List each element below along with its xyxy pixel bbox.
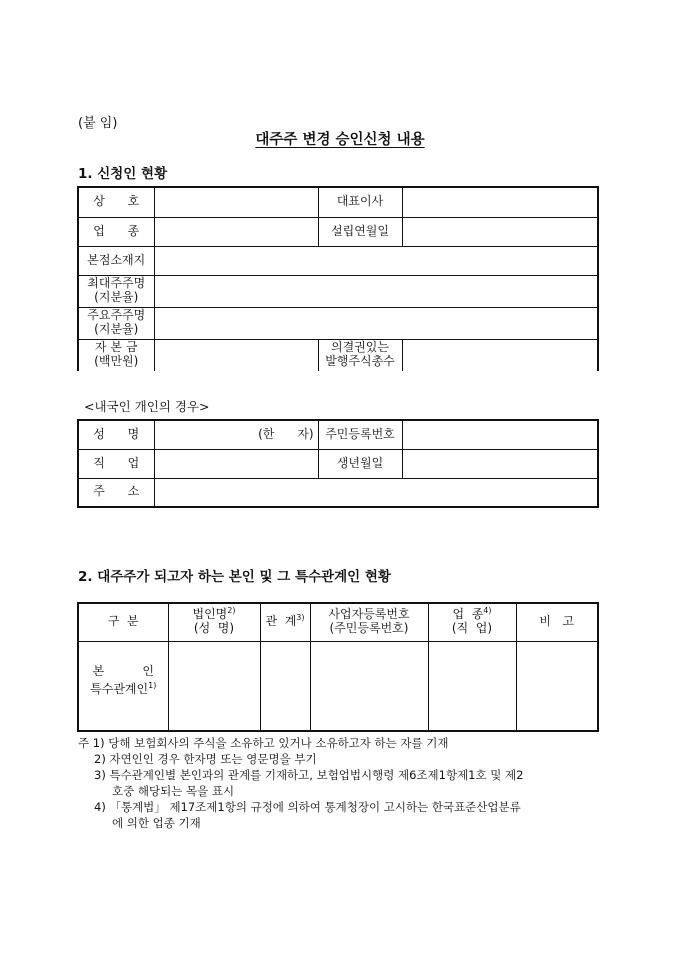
note-2-text: 2) 자연인인 경우 한자명 또는 영문명을 부기 <box>94 752 317 766</box>
value-industry[interactable] <box>428 641 516 731</box>
largest-holder-sub: (지분율) <box>94 290 139 304</box>
voting-shares-text: 의결권있는 <box>331 340 389 355</box>
value-ceo[interactable] <box>402 187 598 217</box>
label-ceo: 대표이사 <box>318 187 402 217</box>
capital-text: 자 본 금 <box>95 340 138 355</box>
relation-sup: 3) <box>296 613 305 623</box>
header-biz-no <box>310 603 428 641</box>
value-address[interactable] <box>154 478 598 507</box>
category-cell <box>78 641 168 731</box>
industry-sup: 4) <box>483 606 492 616</box>
label-address: 주 소 <box>78 478 154 507</box>
note-3-cont <box>78 783 608 799</box>
industry-sub: (직 업) <box>451 621 493 636</box>
capital-sub: (백만원) <box>94 354 139 369</box>
value-hq[interactable] <box>154 246 598 275</box>
note-4-cont-text: 에 의한 업종 기재 <box>112 816 201 830</box>
hanja-label: (한 자) <box>258 426 314 441</box>
individual-table <box>77 419 599 508</box>
section2-heading: 2. 대주주가 되고자 하는 본인 및 그 특수관계인 현황 <box>78 569 391 585</box>
value-capital[interactable] <box>154 339 318 371</box>
largest-holder-text: 최대주주명 <box>87 276 146 291</box>
label-resident-no: 주민등록번호 <box>318 420 402 449</box>
value-name[interactable] <box>154 420 318 449</box>
header-remarks: 비 고 <box>516 603 598 641</box>
label-birth: 생년월일 <box>318 449 402 478</box>
value-remarks[interactable] <box>516 641 598 731</box>
individual-heading: <내국인 개인의 경우> <box>84 399 210 414</box>
voting-shares-sub: 발행주식총수 <box>325 354 395 369</box>
major-holder-text: 주요주주명 <box>87 308 146 323</box>
related-party-table <box>77 602 599 732</box>
related-label: 특수관계인 <box>90 681 149 696</box>
applicant-table <box>77 186 599 371</box>
value-industry[interactable] <box>154 217 318 246</box>
page-title <box>0 128 680 149</box>
note-4-text: 4) 「통계법」 제17조제1항의 규정에 의하여 통계청장이 고시하는 한국표준산업분류 <box>94 800 521 814</box>
note-4 <box>78 799 608 815</box>
value-founded[interactable] <box>402 217 598 246</box>
value-largest-holder[interactable] <box>154 275 598 307</box>
header-corp-name <box>168 603 260 641</box>
label-founded: 설립연월일 <box>318 217 402 246</box>
industry-text: 업 종 <box>452 607 484 622</box>
value-company-name[interactable] <box>154 187 318 217</box>
biz-no-sub: (주민등록번호) <box>329 621 409 636</box>
related-sup: 1) <box>148 680 157 690</box>
relation-text: 관 계 <box>265 614 297 629</box>
label-company-name: 상 호 <box>78 187 154 217</box>
attachment-label: (붙 임) <box>78 116 118 131</box>
note-2 <box>78 751 608 767</box>
label-largest-holder <box>78 275 154 307</box>
header-relation <box>260 603 310 641</box>
label-capital <box>78 339 154 371</box>
self-label: 본 인 <box>92 663 154 678</box>
corp-name-sub: (성 명) <box>193 621 235 636</box>
value-corp-name[interactable] <box>168 641 260 731</box>
header-industry <box>428 603 516 641</box>
major-holder-sub: (지분율) <box>94 322 139 336</box>
biz-no-text: 사업자등록번호 <box>328 607 410 622</box>
value-major-holder[interactable] <box>154 307 598 339</box>
note-4-cont <box>78 815 608 831</box>
footnotes <box>78 735 608 831</box>
label-job: 직 업 <box>78 449 154 478</box>
note-1: 주 1) 당해 보험회사의 주식을 소유하고 있거나 소유하고자 하는 자를 기재 <box>78 736 449 750</box>
title-text: 대주주 변경 승인신청 내용 <box>255 132 425 148</box>
value-resident-no[interactable] <box>402 420 598 449</box>
label-hq: 본점소재지 <box>78 246 154 275</box>
value-voting-shares[interactable] <box>402 339 598 371</box>
note-3-cont-text: 호중 해당되는 목을 표시 <box>112 784 235 798</box>
label-major-holder <box>78 307 154 339</box>
label-name: 성 명 <box>78 420 154 449</box>
corp-name-text: 법인명 <box>192 607 228 622</box>
note-3-text: 3) 특수관계인별 본인과의 관계를 기재하고, 보험업법시행령 제6조제1항제1호 및 제2 <box>94 768 524 782</box>
value-relation[interactable] <box>260 641 310 731</box>
note-3 <box>78 767 608 783</box>
section1-heading: 1. 신청인 현황 <box>78 166 168 182</box>
label-voting-shares <box>318 339 402 371</box>
value-biz-no[interactable] <box>310 641 428 731</box>
header-category: 구 분 <box>78 603 168 641</box>
corp-name-sup: 2) <box>227 606 236 616</box>
value-job[interactable] <box>154 449 318 478</box>
value-birth[interactable] <box>402 449 598 478</box>
label-industry: 업 종 <box>78 217 154 246</box>
